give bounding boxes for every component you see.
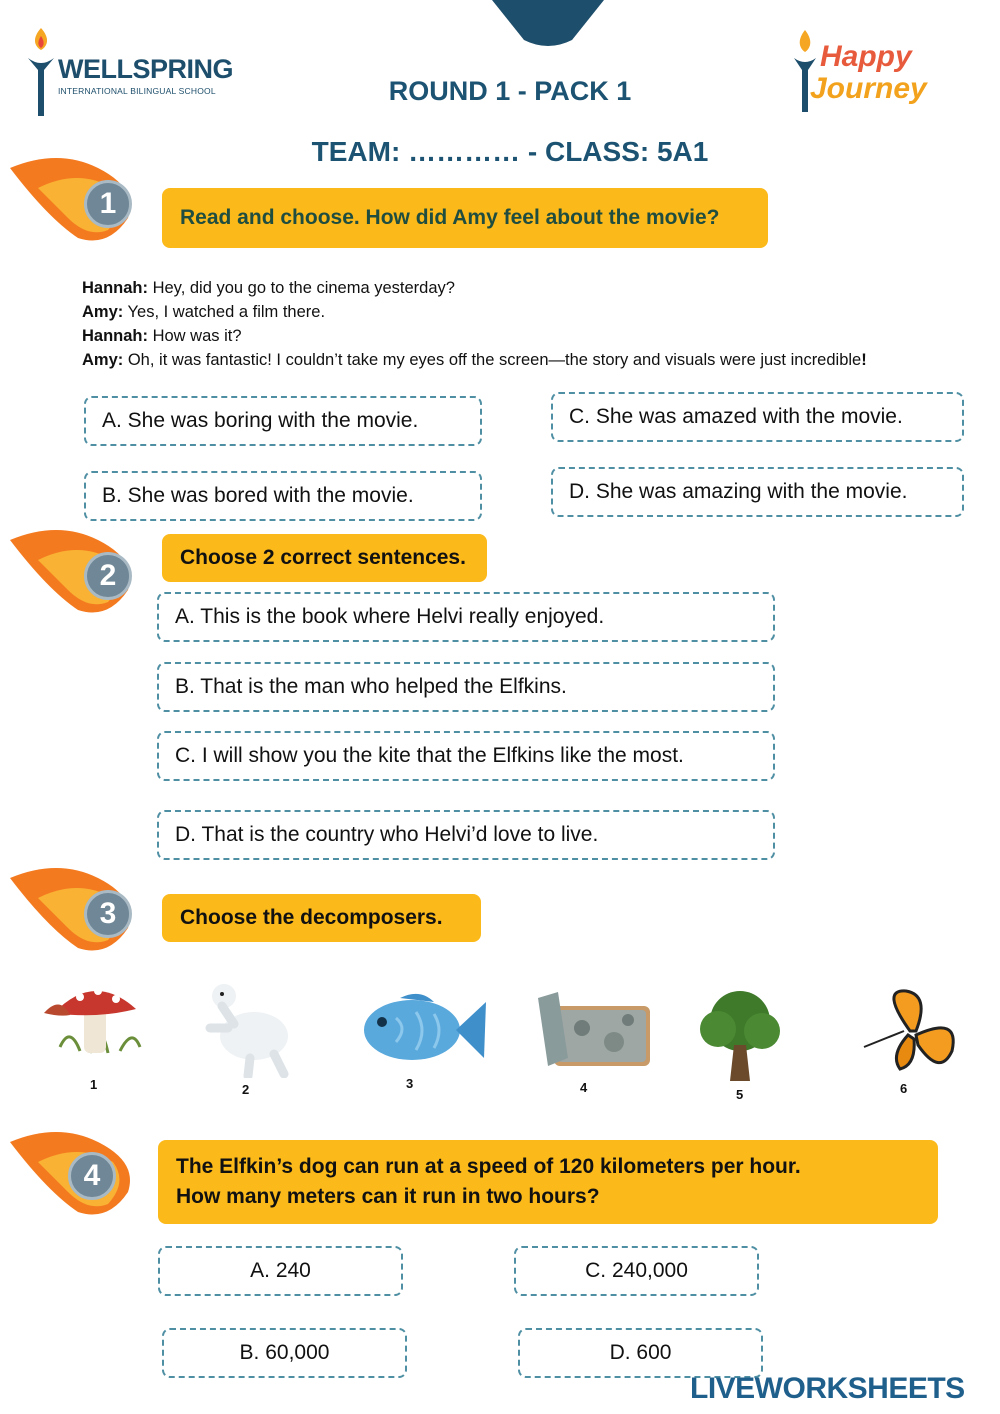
picture-fish[interactable] <box>360 988 480 1098</box>
dialogue <box>82 276 982 372</box>
q2-option-a[interactable]: A. This is the book where Helvi really enjoyed. <box>157 592 775 642</box>
picture-number: 2 <box>242 1082 250 1097</box>
logo-text-journey: Journey <box>810 72 927 105</box>
polar-bear-icon <box>192 978 312 1078</box>
q1-option-d[interactable]: D. She was amazing with the movie. <box>551 467 964 517</box>
round-title: ROUND 1 - PACK 1 <box>388 76 632 106</box>
q4-option-c[interactable]: C. 240,000 <box>514 1246 759 1296</box>
picture-moldy-bread[interactable] <box>528 988 648 1098</box>
q1-prompt: Read and choose. How did Amy feel about the movie? <box>162 188 768 248</box>
question-number: 3 <box>84 890 132 938</box>
q2-option-d[interactable]: D. That is the country who Helvi’d love to live. <box>157 810 775 860</box>
dialogue-line: Amy: Yes, I watched a film there. <box>82 303 326 321</box>
q1-option-b[interactable]: B. She was bored with the movie. <box>84 471 482 521</box>
q2-option-b[interactable]: B. That is the man who helped the Elfkins. <box>157 662 775 712</box>
team-class-line: TEAM: ………… - CLASS: 5A1 <box>311 136 709 167</box>
picture-number: 3 <box>406 1076 414 1091</box>
butterfly-icon <box>860 985 970 1085</box>
picture-butterfly[interactable] <box>860 985 980 1095</box>
comet-badge-2 <box>8 520 148 630</box>
q4-option-a[interactable]: A. 240 <box>158 1246 403 1296</box>
q4-option-d[interactable]: D. 600 <box>518 1328 763 1378</box>
dialogue-line: Hannah: Hey, did you go to the cinema yesterday? <box>82 279 455 297</box>
q4-prompt <box>158 1140 938 1224</box>
tree-icon <box>690 985 800 1085</box>
picture-tree[interactable] <box>690 985 810 1102</box>
picture-number: 5 <box>736 1087 744 1102</box>
q3-prompt: Choose the decomposers. <box>162 894 481 942</box>
moldy-bread-icon <box>528 988 658 1078</box>
wellspring-logo <box>24 24 244 120</box>
q1-option-a[interactable]: A. She was boring with the movie. <box>84 396 482 446</box>
comet-badge-1 <box>8 148 148 258</box>
comet-badge-4 <box>8 1122 148 1232</box>
picture-number: 4 <box>580 1080 588 1095</box>
happy-journey-logo <box>790 26 950 122</box>
question-number: 1 <box>84 180 132 228</box>
logo-text-happy: Happy <box>820 40 912 73</box>
q2-prompt: Choose 2 correct sentences. <box>162 534 487 582</box>
top-tab-decoration <box>492 0 604 48</box>
liveworksheets-logo: LIVEWORKSHEETS <box>690 1372 965 1405</box>
picture-polar-bear[interactable] <box>192 978 312 1097</box>
fish-icon <box>360 988 490 1068</box>
comet-badge-3 <box>8 858 148 968</box>
torch-icon <box>24 24 58 120</box>
q4-prompt-line1: The Elfkin’s dog can run at a speed of 120 kilometers per hour. <box>176 1155 801 1178</box>
dialogue-line: Hannah: How was it? <box>82 327 242 345</box>
school-subtitle: INTERNATIONAL BILINGUAL SCHOOL <box>58 86 216 96</box>
dialogue-line: Amy: Oh, it was fantastic! I couldn’t take my eyes off the screen—the story and visuals were just incredible! <box>82 351 867 369</box>
q1-option-c[interactable]: C. She was amazed with the movie. <box>551 392 964 442</box>
picture-number: 1 <box>90 1077 98 1092</box>
q4-option-b[interactable]: B. 60,000 <box>162 1328 407 1378</box>
q4-prompt-line2: How many meters can it run in two hours? <box>176 1185 600 1208</box>
picture-mushroom[interactable] <box>40 975 160 1092</box>
question-number: 4 <box>68 1152 116 1200</box>
q2-option-c[interactable]: C. I will show you the kite that the Elfkins like the most. <box>157 731 775 781</box>
picture-number: 6 <box>900 1081 908 1096</box>
mushroom-icon <box>40 975 160 1075</box>
school-name: WELLSPRING <box>58 54 233 84</box>
question-number: 2 <box>84 552 132 600</box>
